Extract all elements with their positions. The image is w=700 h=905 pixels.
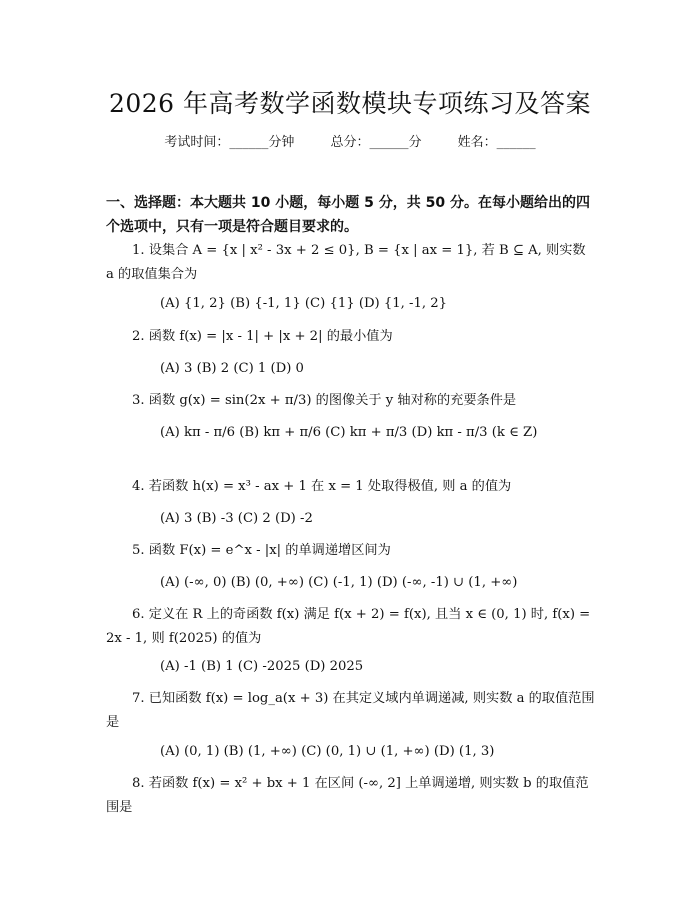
exam-meta [0,131,700,150]
question-1: 1. 设集合 A = {x | x² - 3x + 2 ≤ 0}, B = {x | ax = 1}, 若 B ⊆ A, 则实数 a 的取值集合为 [106,243,586,282]
question-1-options: (A) {1, 2} (B) {-1, 1} (C) {1} (D) {1, -1, 2} [160,296,448,311]
question-5-options: (A) (-∞, 0) (B) (0, +∞) (C) (-1, 1) (D) (-∞, -1) ∪ (1, +∞) [160,575,518,590]
question-4-options: (A) 3 (B) -3 (C) 2 (D) -2 [160,511,313,526]
question-3-options: (A) kπ - π/6 (B) kπ + π/6 (C) kπ + π/3 (D) kπ - π/3 (k ∈ Z) [160,425,538,440]
question-8: 8. 若函数 f(x) = x² + bx + 1 在区间 (-∞, 2] 上单调递增, 则实数 b 的取值范围是 [106,776,589,815]
section-heading: 一、选择题：本大题共 10 小题，每小题 5 分，共 50 分。在每小题给出的四个选项中，只有一项是符合题目要求的。 [106,195,590,235]
question-7-options: (A) (0, 1) (B) (1, +∞) (C) (0, 1) ∪ (1, +∞) (D) (1, 3) [160,744,495,759]
question-4: 4. 若函数 h(x) = x³ - ax + 1 在 x = 1 处取得极值, 则 a 的值为 [132,479,512,494]
question-2: 2. 函数 f(x) = |x - 1| + |x + 2| 的最小值为 [132,329,393,344]
student-name-field: 姓名：______ [457,135,536,150]
exam-time-field: 考试时间：______分钟 [164,135,295,150]
question-2-options: (A) 3 (B) 2 (C) 1 (D) 0 [160,361,304,376]
question-6-options: (A) -1 (B) 1 (C) -2025 (D) 2025 [160,659,364,674]
question-6: 6. 定义在 R 上的奇函数 f(x) 满足 f(x + 2) = f(x), 且当 x ∈ (0, 1) 时, f(x) = 2x - 1, 则 f(2025) 的值为 [106,607,591,646]
page-title: 2026 年高考数学函数模块专项练习及答案 [108,89,592,118]
question-3: 3. 函数 g(x) = sin(2x + π/3) 的图像关于 y 轴对称的充要条件是 [132,393,517,408]
question-5: 5. 函数 F(x) = e^x - |x| 的单调递增区间为 [132,543,391,558]
total-score-field: 总分：______分 [330,135,422,150]
question-7: 7. 已知函数 f(x) = log_a(x + 3) 在其定义域内单调递减, 则实数 a 的取值范围是 [106,691,595,730]
